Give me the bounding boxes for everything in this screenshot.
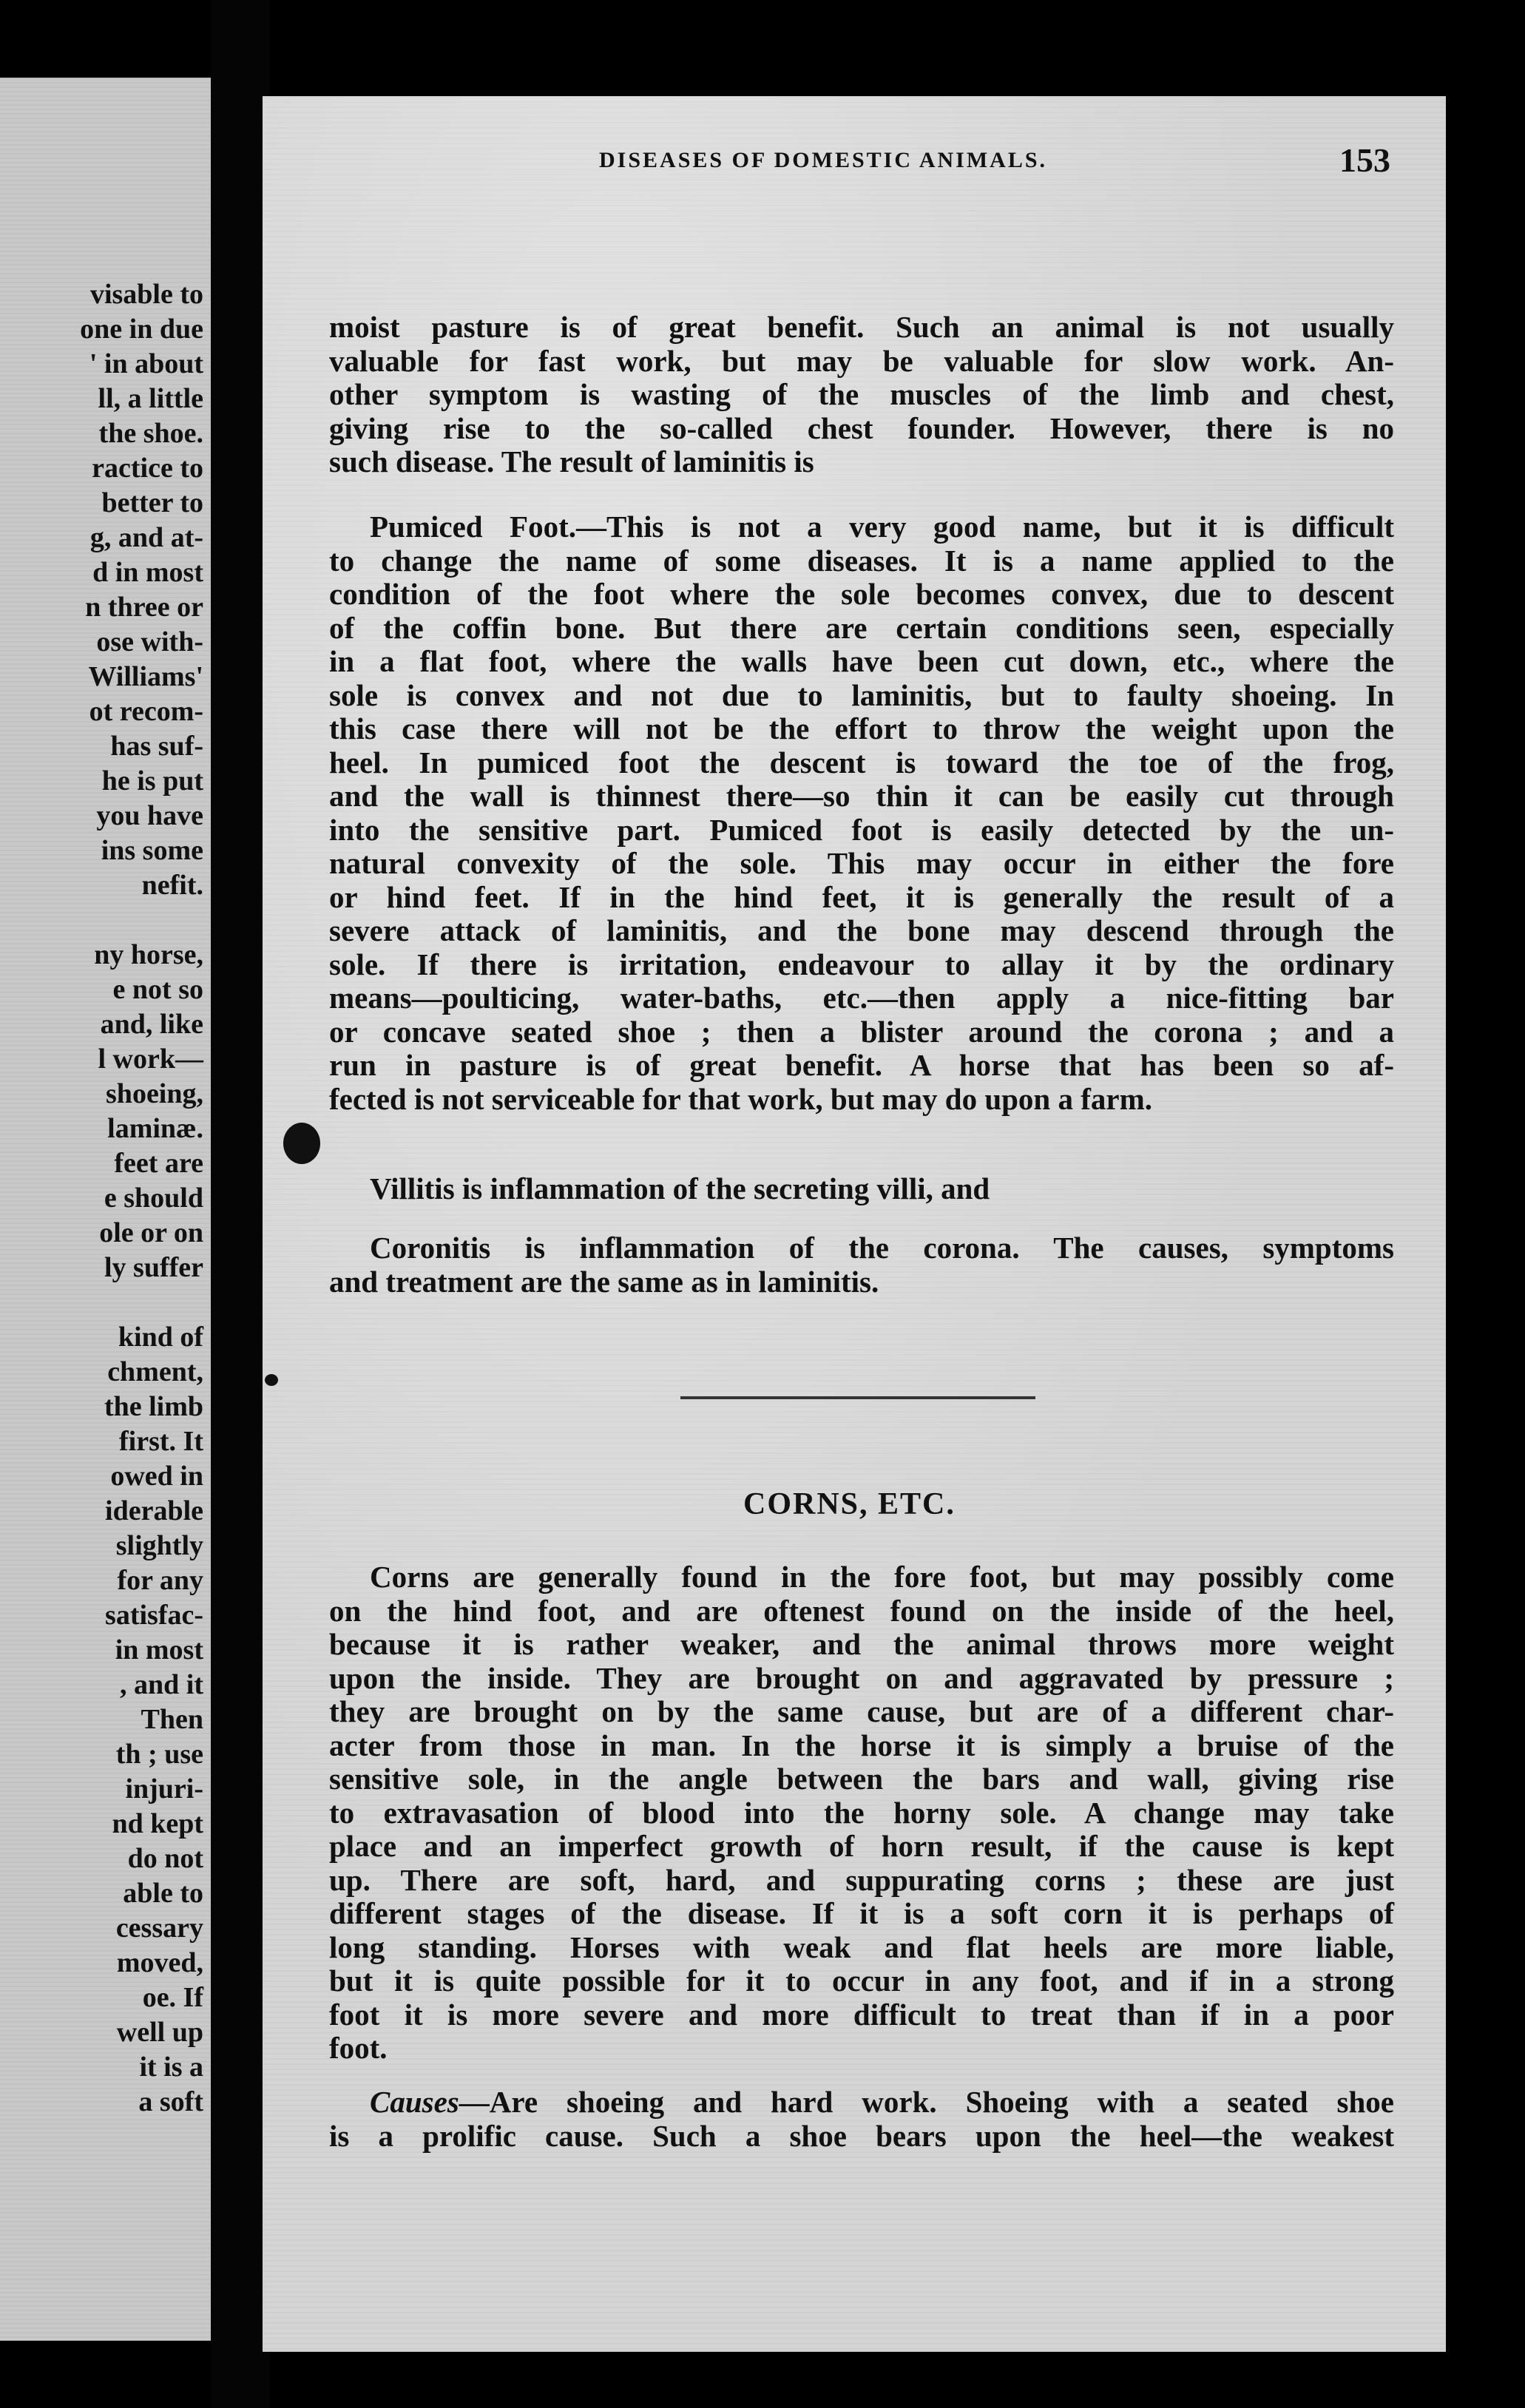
- corns-paragraph: [329, 1560, 1394, 2066]
- facing-page-line: the limb: [104, 1391, 203, 1422]
- paragraph-line: such disease. The result of laminitis is: [329, 444, 814, 478]
- facing-page-line: ot recom-: [89, 696, 203, 727]
- facing-page-line: g, and at-: [89, 522, 203, 553]
- facing-page-line: n three or: [85, 592, 203, 623]
- paragraph-line: means—poulticing, water-baths, etc.—then apply a nice-fitting bar: [329, 981, 1394, 1015]
- paragraph-line: long standing. Horses with weak and flat heels are more liable,: [329, 1930, 1394, 1964]
- villitis-heading: Villitis: [370, 1171, 455, 1205]
- facing-page-line: cessary: [115, 1912, 203, 1944]
- facing-page-line: ' in about: [89, 348, 203, 379]
- paragraph-line: this case there will not be the effort to throw the weight upon the: [329, 711, 1394, 745]
- facing-page-line: ractice to: [92, 453, 203, 484]
- ink-spot: [265, 1374, 278, 1386]
- facing-page-line: ny horse,: [94, 939, 203, 970]
- facing-page-line: you have: [96, 800, 203, 831]
- facing-page-line: shoeing,: [106, 1078, 203, 1109]
- page-number: 153: [1339, 141, 1390, 179]
- paragraph-line: fected is not serviceable for that work, but may do upon a farm.: [329, 1081, 1152, 1116]
- facing-page-line: iderable: [105, 1495, 203, 1526]
- paragraph-line: heel. In pumiced foot the descent is toward the toe of the frog,: [329, 745, 1394, 779]
- facing-page-line: feet are: [114, 1148, 203, 1179]
- paragraph-text: is inflammation of the corona. The causes, symptoms: [490, 1231, 1394, 1265]
- facing-page-line: [0, 1285, 211, 1320]
- facing-page-line: owed in: [110, 1461, 203, 1492]
- paragraph-first-line: [329, 1560, 1394, 1594]
- facing-page-line: a soft: [138, 2086, 203, 2117]
- facing-page-line: d in most: [92, 557, 203, 588]
- paragraph-line: into the sensitive part. Pumiced foot is easily detected by the un-: [329, 812, 1394, 847]
- facing-page-line: Then: [141, 1704, 203, 1735]
- paragraph-line: [329, 1231, 1394, 1265]
- paragraph-line: is a prolific cause. Such a shoe bears upon the heel—the weakest: [329, 2118, 1394, 2153]
- section-heading: CORNS, ETC.: [743, 1487, 956, 1521]
- paragraph-line: [329, 1172, 1394, 1206]
- paragraph-line: foot.: [329, 2031, 388, 2065]
- facing-page-line: first. It: [119, 1426, 203, 1457]
- facing-page-line: one in due: [80, 314, 203, 345]
- facing-page-line: ll, a little: [98, 383, 203, 414]
- paragraph-line: foot it is more severe and more difficult to treat than if in a poor: [329, 1997, 1394, 2032]
- paragraph-line: different stages of the disease. If it is a soft corn it is perhaps of: [329, 1896, 1394, 1930]
- book-gutter: [211, 0, 270, 2408]
- running-title: DISEASES OF DOMESTIC ANIMALS.: [599, 148, 1048, 172]
- facing-page-line: chment,: [107, 1356, 203, 1387]
- coronitis-heading: Coronitis: [370, 1231, 491, 1265]
- paragraph-line: sole. If there is irritation, endeavour to allay it by the ordinary: [329, 947, 1394, 981]
- facing-page-line: it is a: [139, 2052, 203, 2083]
- paragraph-line: other symptom is wasting of the muscles of the limb and chest,: [329, 377, 1394, 411]
- facing-page-line: e not so: [112, 974, 203, 1005]
- facing-page-line: injuri-: [125, 1773, 203, 1805]
- corns-lead-word: Corns: [370, 1560, 450, 1594]
- facing-page-line: nd kept: [112, 1808, 203, 1839]
- facing-page-line: for any: [117, 1565, 203, 1596]
- pumiced-foot-paragraph: [329, 510, 1394, 1116]
- paragraph-line: and the wall is thinnest there—so thin it can be easily cut through: [329, 779, 1394, 813]
- facing-page-line: able to: [123, 1878, 203, 1909]
- facing-page-line: well up: [116, 2017, 203, 2048]
- facing-page-line: kind of: [118, 1322, 203, 1353]
- paragraph-text: is inflammation of the secreting villi, and: [454, 1171, 990, 1205]
- paragraph-first-line: [329, 510, 1394, 544]
- facing-page-line: in most: [115, 1634, 203, 1665]
- paragraph-line: and treatment are the same as in laminitis.: [329, 1264, 879, 1299]
- coronitis-paragraph: [329, 1231, 1394, 1299]
- continued-paragraph: [329, 311, 1394, 479]
- facing-page-line: better to: [101, 487, 203, 518]
- facing-page-line: satisfac-: [105, 1600, 203, 1631]
- pumiced-foot-heading: Pumiced Foot.: [370, 510, 576, 544]
- facing-page-line: moved,: [116, 1947, 203, 1978]
- facing-page-fragment: [0, 78, 211, 2341]
- paragraph-line: to extravasation of blood into the horny sole. A change may take: [329, 1795, 1394, 1830]
- paragraph-line: place and an imperfect growth of horn result, if the cause is kept: [329, 1829, 1394, 1863]
- paragraph-line: in a flat foot, where the walls have been cut down, etc., where the: [329, 644, 1394, 678]
- paragraph-line: natural convexity of the sole. This may occur in either the fore: [329, 846, 1394, 880]
- facing-page-line: has suf-: [110, 731, 203, 762]
- section-divider: [680, 1396, 1035, 1399]
- facing-page-line: l work—: [98, 1044, 203, 1075]
- paragraph-line: or concave seated shoe ; then a blister around the corona ; and a: [329, 1014, 1394, 1049]
- facing-page-line: oe. If: [142, 1982, 203, 2013]
- facing-page-line: , and it: [120, 1669, 203, 1700]
- paragraph-text: are generally found in the fore foot, but may possibly come: [449, 1560, 1394, 1594]
- paragraph-line: sensitive sole, in the angle between the bars and wall, giving rise: [329, 1762, 1394, 1796]
- paragraph-line: moist pasture is of great benefit. Such an animal is not usually: [329, 310, 1394, 344]
- facing-page-line: ose with-: [96, 626, 203, 657]
- paragraph-line: upon the inside. They are brought on and aggravated by pressure ;: [329, 1660, 1394, 1695]
- paragraph-text: —This is not a very good name, but it is difficult: [576, 510, 1395, 544]
- paragraph-line: [329, 2086, 1394, 2120]
- causes-paragraph: [329, 2086, 1394, 2153]
- paragraph-line: acter from those in man. In the horse it is simply a bruise of the: [329, 1728, 1394, 1762]
- facing-page-line: and, like: [100, 1009, 203, 1040]
- facing-page-line: laminæ.: [107, 1113, 203, 1144]
- paragraph-line: because it is rather weaker, and the animal throws more weight: [329, 1627, 1394, 1661]
- paragraph-line: of the coffin bone. But there are certain conditions seen, especially: [329, 610, 1394, 645]
- paragraph-line: valuable for fast work, but may be valuable for slow work. An-: [329, 343, 1394, 378]
- facing-page-line: visable to: [89, 279, 203, 310]
- villitis-paragraph: [329, 1172, 1394, 1206]
- paragraph-line: severe attack of laminitis, and the bone may descend through the: [329, 913, 1394, 947]
- paragraph-text: —Are shoeing and hard work. Shoeing with a seated shoe: [459, 2085, 1394, 2119]
- paragraph-line: but it is quite possible for it to occur in any foot, and if in a strong: [329, 1964, 1394, 1998]
- paragraph-line: or hind feet. If in the hind feet, it is generally the result of a: [329, 879, 1394, 914]
- facing-page-line: th ; use: [115, 1739, 203, 1770]
- facing-page-line: do not: [127, 1843, 203, 1874]
- paragraph-line: run in pasture is of great benefit. A horse that has been so af-: [329, 1048, 1394, 1082]
- paragraph-lines: [329, 311, 1394, 479]
- facing-page-line: e should: [104, 1183, 203, 1214]
- facing-page-line: nefit.: [141, 870, 203, 901]
- facing-page-text: [0, 277, 211, 2120]
- paragraph-line: on the hind foot, and are oftenest found on the inside of the heel,: [329, 1593, 1394, 1628]
- paragraph-lines: [329, 1594, 1394, 2066]
- facing-page-line: [0, 903, 211, 938]
- paragraph-line: condition of the foot where the sole becomes convex, due to descent: [329, 577, 1394, 611]
- facing-page-line: Williams': [88, 661, 203, 692]
- causes-heading: Causes: [370, 2085, 459, 2119]
- paragraph-line: up. There are soft, hard, and suppurating corns ; these are just: [329, 1862, 1394, 1897]
- paragraph-line: they are brought on by the same cause, but are of a different char-: [329, 1694, 1394, 1728]
- facing-page-line: slightly: [115, 1530, 203, 1561]
- paragraph-line: to change the name of some diseases. It is a name applied to the: [329, 543, 1394, 578]
- running-head: [348, 141, 1405, 185]
- facing-page-line: ins some: [101, 835, 203, 866]
- facing-page-line: ly suffer: [104, 1252, 203, 1283]
- paragraph-line: sole is convex and not due to laminitis, but to faulty shoeing. In: [329, 677, 1394, 712]
- facing-page-line: ole or on: [99, 1217, 203, 1248]
- paragraph-lines: [329, 544, 1394, 1117]
- paragraph-line: giving rise to the so-called chest founder. However, there is no: [329, 410, 1394, 445]
- facing-page-line: the shoe.: [98, 418, 203, 449]
- facing-page-line: he is put: [101, 765, 203, 797]
- ink-blot: [283, 1123, 320, 1164]
